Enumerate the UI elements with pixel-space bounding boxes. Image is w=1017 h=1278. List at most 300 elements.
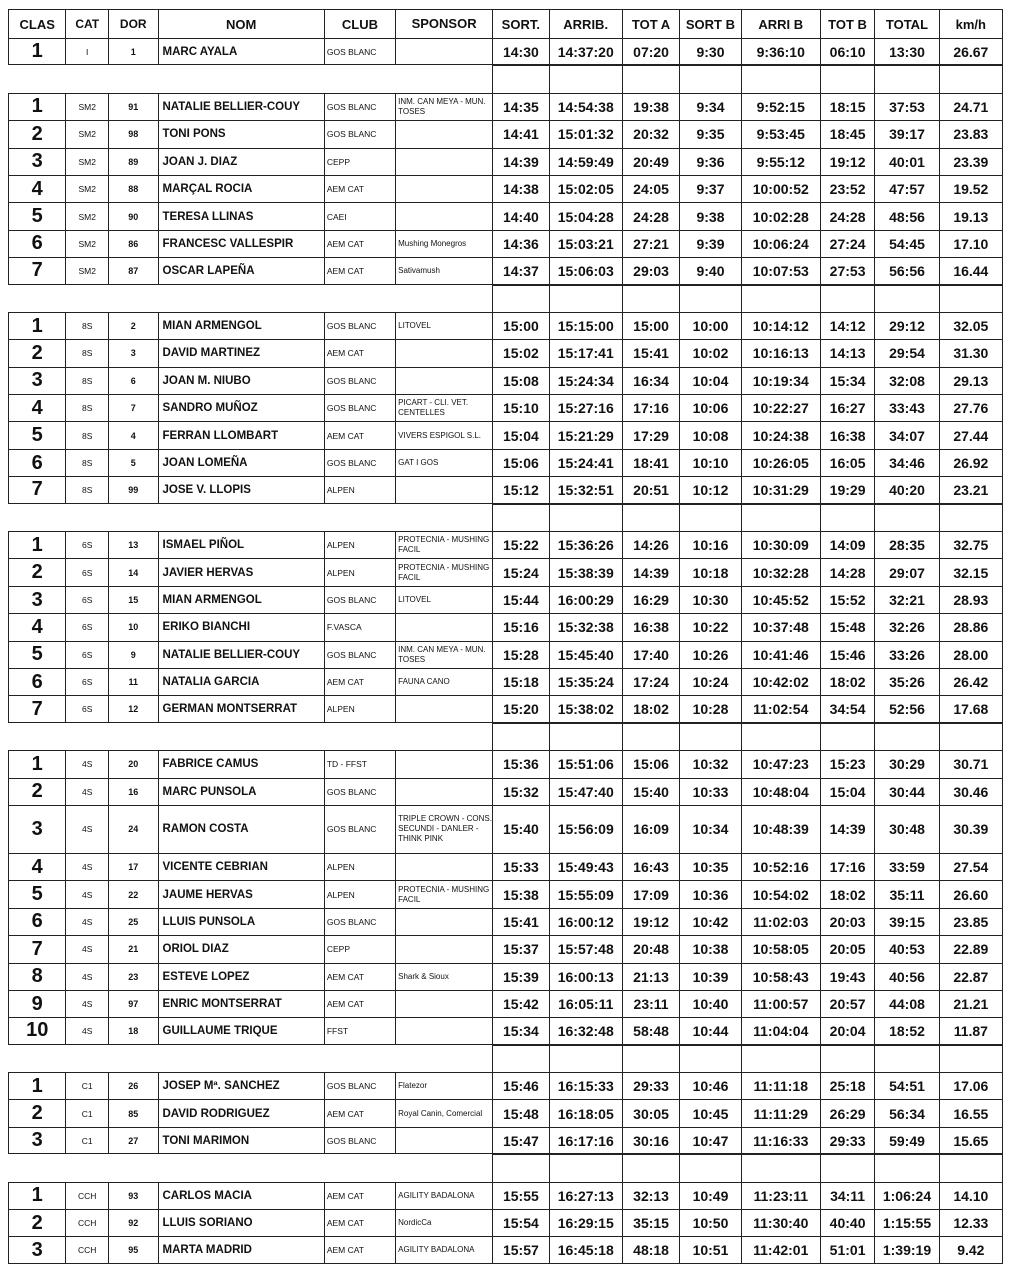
cell-arri-b: 10:42:02 bbox=[741, 668, 820, 695]
cell-kmh: 27.76 bbox=[939, 394, 1003, 421]
table-row bbox=[8, 449, 1003, 476]
cell-cat: SM2 bbox=[65, 148, 108, 175]
cell-sort-b: 10:42 bbox=[679, 908, 740, 935]
cell-arri-b: 9:53:45 bbox=[741, 120, 820, 147]
cell-club: AEM CAT bbox=[324, 963, 395, 990]
group-separator bbox=[8, 1045, 1003, 1072]
cell-nom: CARLOS MACIA bbox=[158, 1182, 324, 1209]
cell-total: 59:49 bbox=[874, 1127, 938, 1154]
group-separator bbox=[8, 285, 1003, 312]
cell-total: 40:53 bbox=[874, 935, 938, 962]
cell-sort: 15:46 bbox=[492, 1072, 548, 1099]
cell-arrib: 16:32:48 bbox=[549, 1017, 622, 1044]
cell-arri-b: 11:30:40 bbox=[741, 1209, 820, 1236]
cell-dor: 12 bbox=[108, 695, 158, 722]
cell-tot-b: 15:04 bbox=[820, 778, 874, 805]
cell-tot-b: 19:43 bbox=[820, 963, 874, 990]
cell-tot-a: 17:40 bbox=[622, 641, 679, 668]
cell-sort-b: 10:47 bbox=[679, 1127, 740, 1154]
cell-dor: 15 bbox=[108, 586, 158, 613]
cell-tot-b: 14:28 bbox=[820, 558, 874, 585]
cell-cat: C1 bbox=[65, 1099, 108, 1126]
cell-club: GOS BLANC bbox=[324, 778, 395, 805]
cell-club: AEM CAT bbox=[324, 1099, 395, 1126]
cell-sort: 15:16 bbox=[492, 613, 548, 640]
cell-arrib: 15:38:39 bbox=[549, 558, 622, 585]
cell-club: GOS BLANC bbox=[324, 641, 395, 668]
table-row bbox=[8, 202, 1003, 229]
cell-total: 28:35 bbox=[874, 531, 938, 558]
cell-kmh: 11.87 bbox=[939, 1017, 1003, 1044]
separator-cell bbox=[8, 285, 65, 312]
cell-sort-b: 10:51 bbox=[679, 1236, 740, 1263]
table-row bbox=[8, 586, 1003, 613]
cell-club: CEPP bbox=[324, 148, 395, 175]
cell-sponsor bbox=[395, 990, 492, 1017]
cell-sort: 15:54 bbox=[492, 1209, 548, 1236]
cell-clas: 1 bbox=[8, 531, 65, 558]
cell-arrib: 15:27:16 bbox=[549, 394, 622, 421]
cell-tot-b: 18:02 bbox=[820, 880, 874, 907]
cell-sponsor: Shark & Sioux bbox=[395, 963, 492, 990]
cell-total: 1:06:24 bbox=[874, 1182, 938, 1209]
table-row bbox=[8, 1127, 1003, 1154]
separator-cell bbox=[679, 723, 740, 750]
separator-cell bbox=[492, 1154, 548, 1181]
cell-total: 52:56 bbox=[874, 695, 938, 722]
cell-sort-b: 10:12 bbox=[679, 476, 740, 503]
cell-sort: 15:44 bbox=[492, 586, 548, 613]
cell-tot-a: 07:20 bbox=[622, 38, 679, 65]
cell-total: 33:59 bbox=[874, 853, 938, 880]
group-separator bbox=[8, 504, 1003, 531]
cell-total: 40:56 bbox=[874, 963, 938, 990]
cell-clas: 10 bbox=[8, 1017, 65, 1044]
cell-arrib: 15:56:09 bbox=[549, 805, 622, 853]
cell-tot-a: 18:02 bbox=[622, 695, 679, 722]
cell-total: 29:07 bbox=[874, 558, 938, 585]
cell-arrib: 15:35:24 bbox=[549, 668, 622, 695]
separator-cell bbox=[324, 285, 395, 312]
cell-tot-a: 17:24 bbox=[622, 668, 679, 695]
cell-dor: 14 bbox=[108, 558, 158, 585]
cell-total: 32:26 bbox=[874, 613, 938, 640]
separator-cell bbox=[820, 1154, 874, 1181]
cell-tot-b: 14:12 bbox=[820, 312, 874, 339]
table-row bbox=[8, 935, 1003, 962]
column-header-nom: NOM bbox=[158, 9, 324, 38]
separator-cell bbox=[622, 504, 679, 531]
cell-kmh: 28.86 bbox=[939, 613, 1003, 640]
cell-sort: 14:39 bbox=[492, 148, 548, 175]
cell-dor: 10 bbox=[108, 613, 158, 640]
cell-tot-b: 20:05 bbox=[820, 935, 874, 962]
cell-sort-b: 10:30 bbox=[679, 586, 740, 613]
cell-tot-b: 14:39 bbox=[820, 805, 874, 853]
separator-cell bbox=[108, 1045, 158, 1072]
cell-kmh: 12.33 bbox=[939, 1209, 1003, 1236]
cell-cat: 4S bbox=[65, 908, 108, 935]
separator-cell bbox=[622, 723, 679, 750]
separator-cell bbox=[939, 504, 1003, 531]
cell-total: 30:44 bbox=[874, 778, 938, 805]
cell-cat: SM2 bbox=[65, 175, 108, 202]
cell-sponsor: INM. CAN MEYA - MUN. TOSES bbox=[395, 93, 492, 120]
cell-tot-a: 21:13 bbox=[622, 963, 679, 990]
cell-sort-b: 10:49 bbox=[679, 1182, 740, 1209]
cell-nom: FABRICE CAMUS bbox=[158, 750, 324, 777]
table-row bbox=[8, 963, 1003, 990]
cell-clas: 5 bbox=[8, 421, 65, 448]
cell-nom: MIAN ARMENGOL bbox=[158, 586, 324, 613]
cell-cat: 8S bbox=[65, 394, 108, 421]
cell-arri-b: 10:16:13 bbox=[741, 339, 820, 366]
cell-tot-b: 19:29 bbox=[820, 476, 874, 503]
cell-tot-b: 15:23 bbox=[820, 750, 874, 777]
separator-cell bbox=[8, 1154, 65, 1181]
cell-arri-b: 10:24:38 bbox=[741, 421, 820, 448]
separator-cell bbox=[157, 723, 323, 750]
cell-cat: 6S bbox=[65, 668, 108, 695]
cell-nom: LLUIS PUNSOLA bbox=[158, 908, 324, 935]
separator-cell bbox=[820, 504, 874, 531]
separator-cell bbox=[157, 504, 323, 531]
cell-cat: 8S bbox=[65, 421, 108, 448]
cell-tot-a: 20:48 bbox=[622, 935, 679, 962]
cell-sponsor bbox=[395, 1127, 492, 1154]
cell-arri-b: 10:19:34 bbox=[741, 367, 820, 394]
cell-sort: 15:57 bbox=[492, 1236, 548, 1263]
cell-total: 32:08 bbox=[874, 367, 938, 394]
cell-tot-b: 20:04 bbox=[820, 1017, 874, 1044]
cell-club: CAEI bbox=[324, 202, 395, 229]
cell-nom: GUILLAUME TRIQUE bbox=[158, 1017, 324, 1044]
separator-cell bbox=[324, 65, 395, 92]
cell-arrib: 16:05:11 bbox=[549, 990, 622, 1017]
cell-clas: 4 bbox=[8, 394, 65, 421]
cell-nom: JOSEP Mª. SANCHEZ bbox=[158, 1072, 324, 1099]
cell-sort-b: 10:02 bbox=[679, 339, 740, 366]
cell-clas: 3 bbox=[8, 1236, 65, 1263]
cell-sort: 15:20 bbox=[492, 695, 548, 722]
cell-tot-a: 24:05 bbox=[622, 175, 679, 202]
cell-dor: 20 bbox=[108, 750, 158, 777]
cell-tot-b: 34:11 bbox=[820, 1182, 874, 1209]
cell-clas: 9 bbox=[8, 990, 65, 1017]
cell-tot-b: 27:24 bbox=[820, 230, 874, 257]
cell-sponsor: Mushing Monegros bbox=[395, 230, 492, 257]
cell-sort-b: 10:33 bbox=[679, 778, 740, 805]
cell-clas: 4 bbox=[8, 613, 65, 640]
cell-clas: 1 bbox=[8, 38, 65, 65]
cell-arri-b: 10:48:39 bbox=[741, 805, 820, 853]
cell-total: 29:12 bbox=[874, 312, 938, 339]
cell-sort-b: 9:39 bbox=[679, 230, 740, 257]
cell-total: 33:43 bbox=[874, 394, 938, 421]
cell-cat: CCH bbox=[65, 1236, 108, 1263]
cell-nom: LLUIS SORIANO bbox=[158, 1209, 324, 1236]
table-row bbox=[8, 1209, 1003, 1236]
cell-arri-b: 10:22:27 bbox=[741, 394, 820, 421]
cell-tot-b: 29:33 bbox=[820, 1127, 874, 1154]
cell-total: 40:01 bbox=[874, 148, 938, 175]
cell-nom: SANDRO MUÑOZ bbox=[158, 394, 324, 421]
cell-clas: 6 bbox=[8, 449, 65, 476]
separator-cell bbox=[395, 1154, 492, 1181]
cell-sort: 15:42 bbox=[492, 990, 548, 1017]
cell-sponsor bbox=[395, 778, 492, 805]
cell-dor: 85 bbox=[108, 1099, 158, 1126]
cell-cat: 8S bbox=[65, 312, 108, 339]
cell-nom: GERMAN MONTSERRAT bbox=[158, 695, 324, 722]
cell-cat: 4S bbox=[65, 963, 108, 990]
cell-clas: 8 bbox=[8, 963, 65, 990]
cell-total: 33:26 bbox=[874, 641, 938, 668]
cell-cat: CCH bbox=[65, 1209, 108, 1236]
cell-arrib: 15:47:40 bbox=[549, 778, 622, 805]
cell-clas: 1 bbox=[8, 750, 65, 777]
separator-cell bbox=[157, 1154, 323, 1181]
cell-total: 39:15 bbox=[874, 908, 938, 935]
cell-tot-a: 17:29 bbox=[622, 421, 679, 448]
cell-tot-a: 20:51 bbox=[622, 476, 679, 503]
cell-dor: 27 bbox=[108, 1127, 158, 1154]
cell-sponsor bbox=[395, 367, 492, 394]
cell-sort-b: 10:06 bbox=[679, 394, 740, 421]
cell-sponsor: PICART - CLI. VET. CENTELLES bbox=[395, 394, 492, 421]
cell-cat: 4S bbox=[65, 853, 108, 880]
cell-sponsor: Sativamush bbox=[395, 257, 492, 284]
cell-total: 35:11 bbox=[874, 880, 938, 907]
cell-dor: 3 bbox=[108, 339, 158, 366]
cell-tot-a: 18:41 bbox=[622, 449, 679, 476]
cell-total: 1:39:19 bbox=[874, 1236, 938, 1263]
cell-kmh: 27.44 bbox=[939, 421, 1003, 448]
cell-sort: 15:47 bbox=[492, 1127, 548, 1154]
separator-cell bbox=[874, 65, 938, 92]
cell-cat: 8S bbox=[65, 367, 108, 394]
cell-clas: 2 bbox=[8, 1209, 65, 1236]
separator-cell bbox=[939, 1154, 1003, 1181]
cell-sponsor: AGILITY BADALONA bbox=[395, 1236, 492, 1263]
separator-cell bbox=[939, 1045, 1003, 1072]
cell-tot-b: 17:16 bbox=[820, 853, 874, 880]
cell-nom: MIAN ARMENGOL bbox=[158, 312, 324, 339]
cell-club: AEM CAT bbox=[324, 1182, 395, 1209]
cell-sponsor bbox=[395, 613, 492, 640]
cell-club: ALPEN bbox=[324, 853, 395, 880]
cell-arrib: 16:29:15 bbox=[549, 1209, 622, 1236]
cell-sponsor bbox=[395, 202, 492, 229]
cell-club: GOS BLANC bbox=[324, 312, 395, 339]
cell-sort-b: 10:18 bbox=[679, 558, 740, 585]
group-separator bbox=[8, 65, 1003, 92]
cell-tot-b: 18:15 bbox=[820, 93, 874, 120]
table-row bbox=[8, 750, 1003, 777]
separator-cell bbox=[65, 504, 108, 531]
separator-cell bbox=[679, 285, 740, 312]
cell-arri-b: 10:58:05 bbox=[741, 935, 820, 962]
column-header-dor: DOR bbox=[108, 9, 158, 38]
cell-arrib: 16:00:29 bbox=[549, 586, 622, 613]
separator-cell bbox=[622, 1045, 679, 1072]
cell-dor: 2 bbox=[108, 312, 158, 339]
cell-kmh: 23.83 bbox=[939, 120, 1003, 147]
cell-clas: 6 bbox=[8, 908, 65, 935]
cell-tot-b: 15:52 bbox=[820, 586, 874, 613]
cell-clas: 2 bbox=[8, 339, 65, 366]
cell-sort: 14:36 bbox=[492, 230, 548, 257]
cell-sponsor: VIVERS ESPIGOL S.L. bbox=[395, 421, 492, 448]
cell-dor: 18 bbox=[108, 1017, 158, 1044]
cell-dor: 24 bbox=[108, 805, 158, 853]
cell-sort-b: 10:22 bbox=[679, 613, 740, 640]
cell-kmh: 26.42 bbox=[939, 668, 1003, 695]
cell-sponsor bbox=[395, 908, 492, 935]
separator-cell bbox=[874, 285, 938, 312]
cell-arri-b: 11:11:18 bbox=[741, 1072, 820, 1099]
separator-cell bbox=[679, 1045, 740, 1072]
cell-club: CEPP bbox=[324, 935, 395, 962]
cell-sponsor: PROTECNIA - MUSHING FACIL bbox=[395, 558, 492, 585]
cell-sort-b: 10:39 bbox=[679, 963, 740, 990]
table-row bbox=[8, 1236, 1003, 1263]
separator-cell bbox=[108, 723, 158, 750]
cell-tot-a: 16:34 bbox=[622, 367, 679, 394]
table-row bbox=[8, 558, 1003, 585]
cell-arri-b: 10:26:05 bbox=[741, 449, 820, 476]
table-row bbox=[8, 120, 1003, 147]
cell-sponsor bbox=[395, 120, 492, 147]
cell-sort: 15:28 bbox=[492, 641, 548, 668]
cell-sort-b: 10:08 bbox=[679, 421, 740, 448]
cell-sponsor: LITOVEL bbox=[395, 586, 492, 613]
cell-arrib: 14:59:49 bbox=[549, 148, 622, 175]
cell-tot-b: 15:48 bbox=[820, 613, 874, 640]
cell-nom: ERIKO BIANCHI bbox=[158, 613, 324, 640]
cell-sort-b: 10:10 bbox=[679, 449, 740, 476]
cell-arri-b: 11:00:57 bbox=[741, 990, 820, 1017]
cell-sort-b: 10:04 bbox=[679, 367, 740, 394]
cell-sponsor bbox=[395, 175, 492, 202]
cell-sort: 15:41 bbox=[492, 908, 548, 935]
cell-dor: 22 bbox=[108, 880, 158, 907]
cell-kmh: 23.21 bbox=[939, 476, 1003, 503]
cell-sort: 15:08 bbox=[492, 367, 548, 394]
cell-sort: 15:55 bbox=[492, 1182, 548, 1209]
cell-cat: 8S bbox=[65, 449, 108, 476]
cell-clas: 1 bbox=[8, 312, 65, 339]
cell-sort-b: 10:16 bbox=[679, 531, 740, 558]
cell-cat: SM2 bbox=[65, 202, 108, 229]
column-header-sponsor: SPONSOR bbox=[395, 9, 492, 38]
cell-tot-a: 14:26 bbox=[622, 531, 679, 558]
cell-kmh: 16.55 bbox=[939, 1099, 1003, 1126]
cell-kmh: 19.13 bbox=[939, 202, 1003, 229]
cell-total: 37:53 bbox=[874, 93, 938, 120]
cell-sort-b: 10:44 bbox=[679, 1017, 740, 1044]
separator-cell bbox=[65, 1154, 108, 1181]
cell-tot-a: 17:09 bbox=[622, 880, 679, 907]
table-row bbox=[8, 148, 1003, 175]
cell-cat: 4S bbox=[65, 1017, 108, 1044]
separator-cell bbox=[679, 504, 740, 531]
separator-cell bbox=[324, 1154, 395, 1181]
separator-cell bbox=[820, 1045, 874, 1072]
cell-sponsor bbox=[395, 38, 492, 65]
cell-clas: 2 bbox=[8, 778, 65, 805]
table-row bbox=[8, 312, 1003, 339]
cell-nom: JOAN J. DIAZ bbox=[158, 148, 324, 175]
cell-arri-b: 11:23:11 bbox=[741, 1182, 820, 1209]
cell-club: FFST bbox=[324, 1017, 395, 1044]
separator-cell bbox=[939, 285, 1003, 312]
cell-nom: VICENTE CEBRIAN bbox=[158, 853, 324, 880]
separator-cell bbox=[679, 65, 740, 92]
cell-tot-a: 19:12 bbox=[622, 908, 679, 935]
cell-total: 48:56 bbox=[874, 202, 938, 229]
separator-cell bbox=[492, 65, 548, 92]
cell-dor: 99 bbox=[108, 476, 158, 503]
table-row bbox=[8, 1182, 1003, 1209]
cell-tot-a: 17:16 bbox=[622, 394, 679, 421]
cell-dor: 97 bbox=[108, 990, 158, 1017]
cell-sort-b: 9:34 bbox=[679, 93, 740, 120]
cell-sponsor bbox=[395, 695, 492, 722]
cell-dor: 7 bbox=[108, 394, 158, 421]
cell-kmh: 23.39 bbox=[939, 148, 1003, 175]
cell-sort-b: 9:35 bbox=[679, 120, 740, 147]
cell-tot-a: 14:39 bbox=[622, 558, 679, 585]
cell-tot-b: 16:05 bbox=[820, 449, 874, 476]
separator-cell bbox=[622, 65, 679, 92]
cell-tot-a: 29:33 bbox=[622, 1072, 679, 1099]
cell-sort-b: 10:45 bbox=[679, 1099, 740, 1126]
cell-nom: MARTA MADRID bbox=[158, 1236, 324, 1263]
separator-cell bbox=[741, 285, 820, 312]
cell-club: ALPEN bbox=[324, 695, 395, 722]
cell-dor: 88 bbox=[108, 175, 158, 202]
cell-clas: 2 bbox=[8, 120, 65, 147]
separator-cell bbox=[395, 65, 492, 92]
cell-tot-b: 14:09 bbox=[820, 531, 874, 558]
cell-arri-b: 10:47:23 bbox=[741, 750, 820, 777]
cell-kmh: 17.10 bbox=[939, 230, 1003, 257]
table-row bbox=[8, 1072, 1003, 1099]
cell-nom: ESTEVE LOPEZ bbox=[158, 963, 324, 990]
table-row bbox=[8, 613, 1003, 640]
cell-total: 32:21 bbox=[874, 586, 938, 613]
cell-total: 54:51 bbox=[874, 1072, 938, 1099]
cell-nom: TONI MARIMON bbox=[158, 1127, 324, 1154]
cell-tot-a: 15:40 bbox=[622, 778, 679, 805]
cell-tot-a: 29:03 bbox=[622, 257, 679, 284]
cell-arri-b: 11:02:03 bbox=[741, 908, 820, 935]
separator-cell bbox=[874, 1045, 938, 1072]
cell-clas: 5 bbox=[8, 880, 65, 907]
cell-kmh: 19.52 bbox=[939, 175, 1003, 202]
cell-dor: 16 bbox=[108, 778, 158, 805]
cell-arrib: 15:55:09 bbox=[549, 880, 622, 907]
cell-clas: 3 bbox=[8, 805, 65, 853]
cell-arri-b: 10:52:16 bbox=[741, 853, 820, 880]
cell-arri-b: 10:58:43 bbox=[741, 963, 820, 990]
cell-clas: 1 bbox=[8, 1182, 65, 1209]
cell-cat: 8S bbox=[65, 476, 108, 503]
cell-tot-a: 35:15 bbox=[622, 1209, 679, 1236]
cell-total: 30:29 bbox=[874, 750, 938, 777]
cell-arri-b: 9:36:10 bbox=[741, 38, 820, 65]
